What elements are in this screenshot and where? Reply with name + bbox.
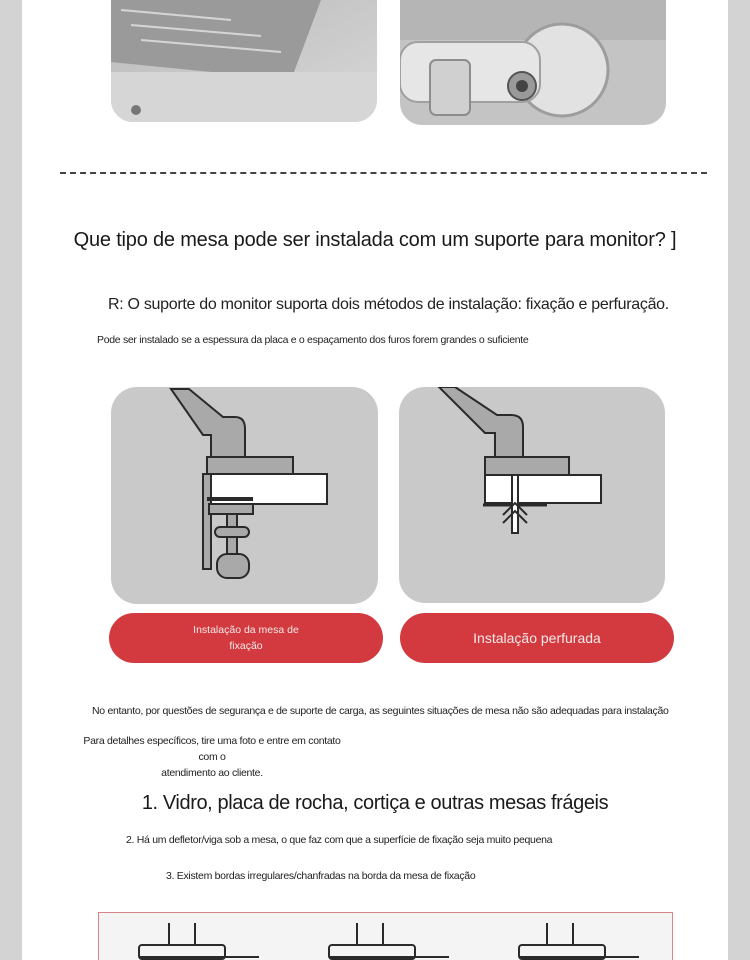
contact-line-2: atendimento ao cliente. (161, 767, 263, 779)
clamp-installation-label-line1: Instalação da mesa de (193, 624, 299, 636)
unsuitable-item-1: 1. Vidro, placa de rocha, cortiça e outras mesas frágeis (141, 792, 609, 814)
contact-line-1: Para detalhes específicos, tire uma foto e entre em contato com o (83, 735, 341, 763)
unsuitable-tables-illustration (98, 912, 673, 960)
mount-hinge-photo (400, 0, 666, 125)
installation-note: Pode ser instalado se a espessura da placa e o espaçamento dos furos forem grandes o suficiente (97, 334, 529, 346)
clamp-installation-illustration (111, 387, 378, 604)
drilled-installation-illustration (399, 387, 665, 603)
unsuitable-item-2: 2. Há um defletor/viga sob a mesa, o que faz com que a superfície de fixação seja muito pequena (126, 834, 553, 846)
drilled-installation-label: Instalação perfurada (473, 630, 601, 646)
clamp-installation-label-line2: fixação (229, 640, 263, 652)
contact-service-note (75, 733, 349, 781)
product-detail-page (22, 0, 728, 960)
unsuitable-item-3: 3. Existem bordas irregulares/chanfradas na borda da mesa de fixação (166, 870, 476, 882)
section-divider (60, 172, 707, 174)
drilled-installation-button[interactable] (400, 613, 674, 663)
faq-answer: R: O suporte do monitor suporta dois métodos de instalação: fixação e perfuração. (108, 296, 669, 313)
monitor-back-photo (111, 0, 377, 122)
unsuitable-tables-warning: No entanto, por questões de segurança e de suporte de carga, as seguintes situações de mesa não são adequadas para instalação (92, 705, 669, 717)
faq-question: Que tipo de mesa pode ser instalada com um suporte para monitor? ] (73, 229, 677, 251)
clamp-installation-button[interactable] (109, 613, 383, 663)
